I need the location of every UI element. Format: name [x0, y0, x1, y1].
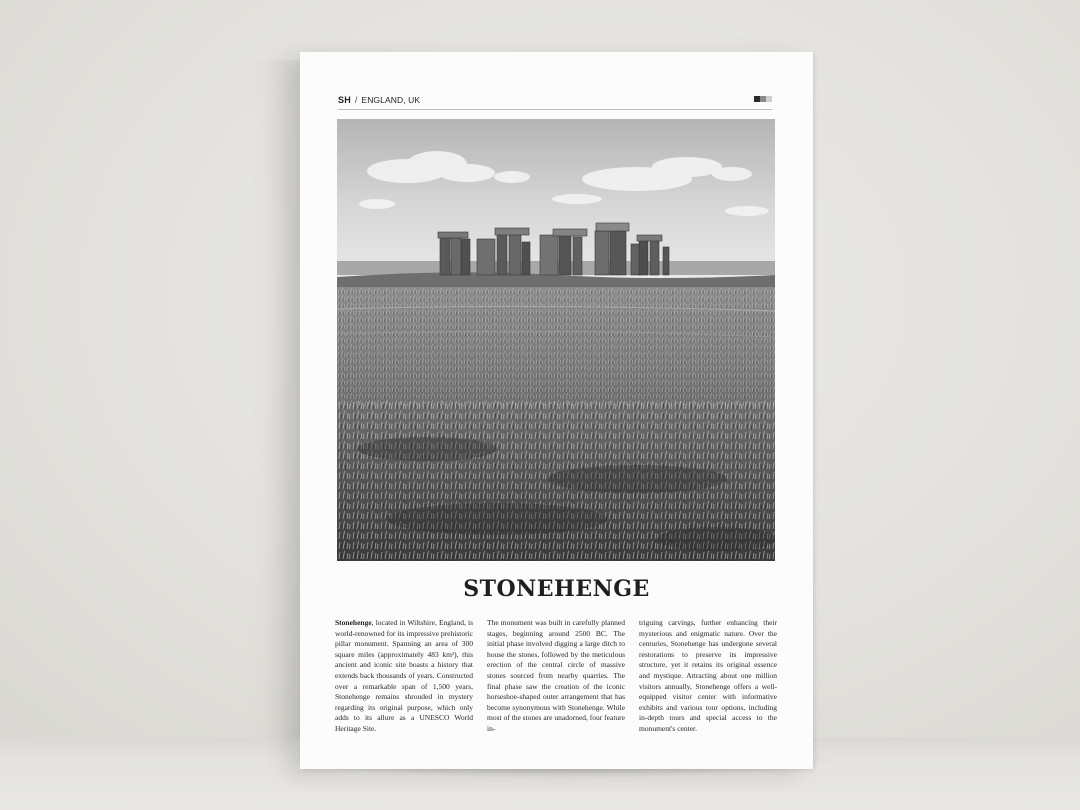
text-column-1	[335, 618, 473, 735]
column-2-text: The monument was built in carefully planned stages, beginning around 2500 BC. The initial phase involved digging a large ditch to house the stones, followed by the meticulous erection of the central circle of massive stones sourced from nearby quarries. The final phase saw the creation of the iconic horseshoe-shaped outer arrangement that has become synonymous with Stonehenge. While most of the stones are unadorned, four feature in-	[487, 618, 625, 733]
location-label: ENGLAND, UK	[361, 95, 421, 105]
column-1-text: , located in Wiltshire, England, is world-renowned for its impressive prehistoric pillar monument. Spanning an area of 300 square miles (approximately 483 km²), this ancient and iconic site boasts a history that extends back thousands of years. Constructed over a remarkable span of 1,500 years, Stonehenge remains shrouded in mystery regarding its original purpose, which only adds to its allure as a UNESCO World Heritage Site.	[335, 618, 473, 733]
color-swatches	[754, 96, 772, 102]
poster	[300, 52, 813, 769]
poster-title: STONEHENGE	[463, 576, 650, 602]
swatch-light	[766, 96, 772, 102]
description-columns	[335, 618, 777, 735]
lead-word: Stonehenge	[335, 618, 372, 627]
header-separator: /	[354, 95, 358, 105]
stonehenge-photo	[337, 119, 775, 561]
location-code: SH	[338, 95, 351, 105]
header-rule	[338, 109, 772, 110]
column-3-text: triguing carvings, further enhancing their mysterious and enigmatic nature. Over the centuries, Stonehenge has undergone several restorations to preserve its impressive structure, yet it retains its original essence and mystique. Attracting about one million visitors annually, Stonehenge offers a well-equipped visitor center with informative exhibits and various tour options, including in-depth tours and special access to the monument's center.	[639, 618, 777, 733]
text-column-3	[639, 618, 777, 735]
poster-header	[338, 92, 772, 108]
text-column-2	[487, 618, 625, 735]
